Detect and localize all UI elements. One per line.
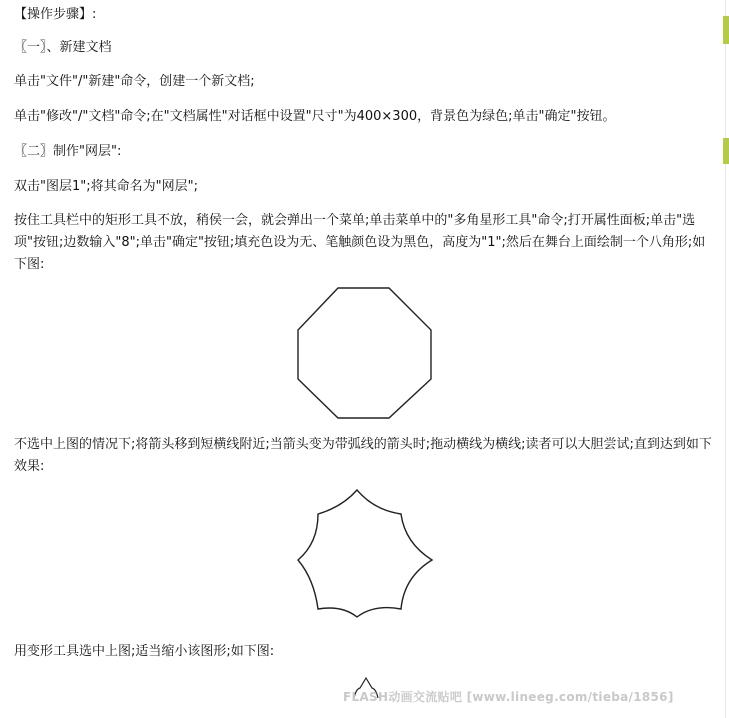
steps-title: 【操作步骤】: bbox=[14, 7, 97, 22]
octagon-figure bbox=[290, 280, 440, 425]
step-draw-octagon: 按住工具栏中的矩形工具不放，稍侯一会，就会弹出一个菜单;单击菜单中的"多角星形工具"命令;打开属性面板;单击"选项"按钮;边数输入"8";单击"确定"按钮;填充色设为无、笔触颜色设为黑色，高度为"1";然后在舞台上面绘制一个八角形;如下图: bbox=[14, 213, 706, 272]
watermark: FLASH动画交流贴吧 [www.lineeg.com/tieba/1856] bbox=[343, 690, 674, 704]
section-heading-2: 〖二〗制作"网层": bbox=[14, 144, 122, 159]
curved-star-figure bbox=[290, 484, 440, 620]
step-document-properties: 单击"修改"/"文档"命令;在"文档属性"对话框中设置"尺寸"为400×300，背景色为绿色;单击"确定"按钮。 bbox=[14, 109, 616, 124]
step-rename-layer: 双击"图层1";将其命名为"网层"; bbox=[14, 179, 198, 194]
section-heading-1: 〖一〗、新建文档 bbox=[14, 40, 112, 55]
curved-star-shape bbox=[298, 490, 432, 617]
step-new-document: 单击"文件"/"新建"命令，创建一个新文档; bbox=[14, 74, 255, 89]
right-edge-marker bbox=[723, 138, 729, 164]
right-edge-marker bbox=[723, 16, 729, 44]
right-edge-line bbox=[725, 0, 726, 718]
step-scale-shape: 用变形工具选中上图;适当缩小该图形;如下图: bbox=[14, 644, 275, 659]
octagon-shape bbox=[298, 288, 431, 418]
step-bend-edges: 不选中上图的情况下;将箭头移到短横线附近;当箭头变为带弧线的箭头时;拖动横线为横线;读者可以大胆尝试;直到达到如下效果: bbox=[14, 437, 712, 474]
